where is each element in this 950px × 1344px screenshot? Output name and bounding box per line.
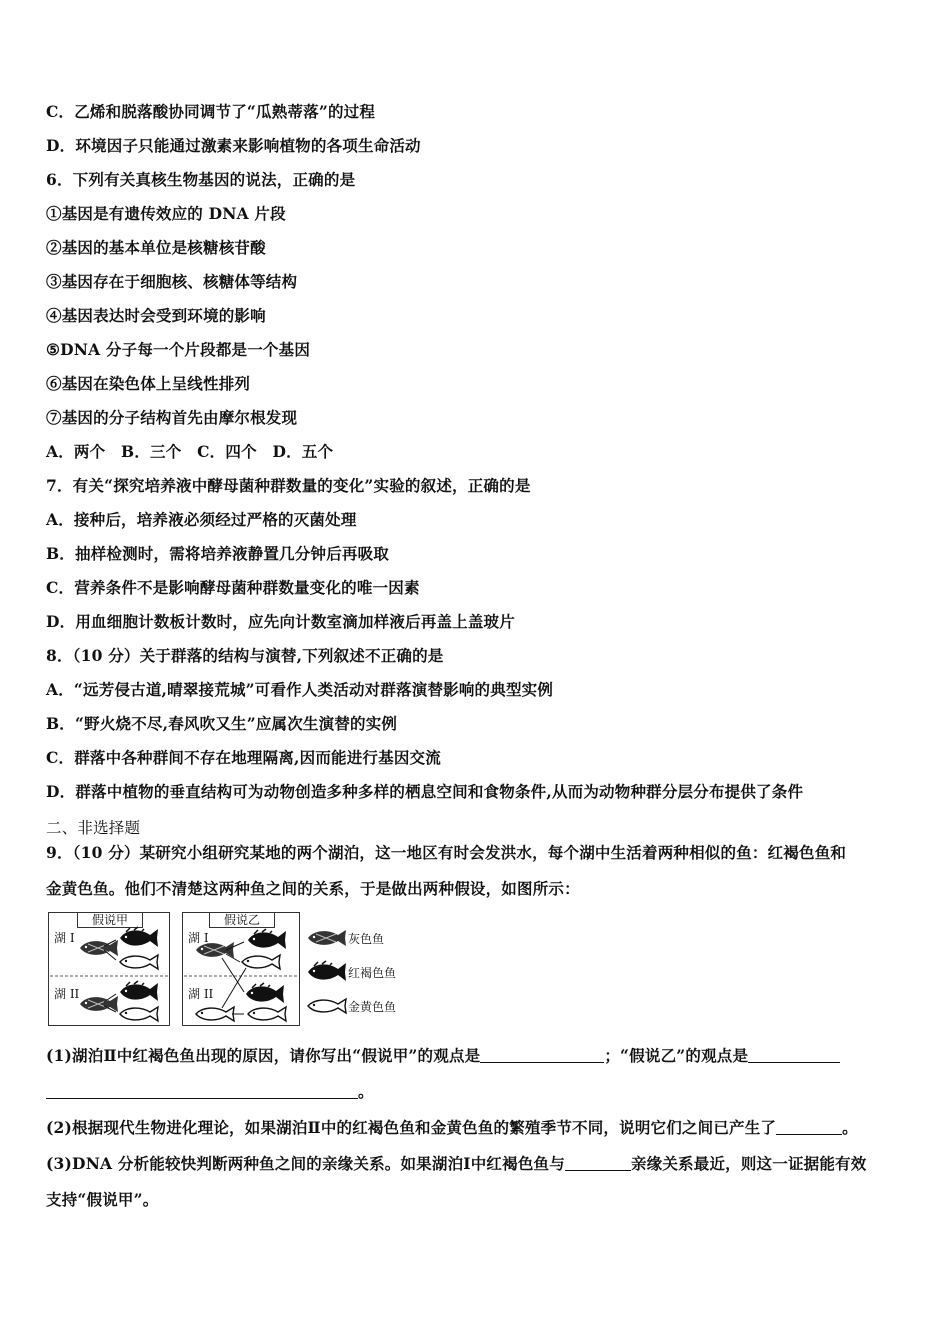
question-9-stem-line1: 9．（10 分）某研究小组研究某地的两个湖泊，这一地区有时会发洪水，每个湖中生活着两种相似的鱼：红褐色鱼和 (46, 843, 847, 862)
question-7-stem: 7．有关“探究培养液中酵母菌种群数量的变化”实验的叙述，正确的是 (46, 476, 531, 495)
option-d-environment: D．环境因子只能通过激素来影响植物的各项生命活动 (46, 136, 421, 155)
answer-blank-2[interactable] (776, 1118, 842, 1135)
fish-gold-b3 (248, 1007, 286, 1021)
fish-gold-a2 (120, 1007, 158, 1021)
fish-red-b1 (248, 929, 286, 949)
lake-1-label-a: 湖 I (54, 931, 75, 945)
sub-question-1 (46, 1046, 840, 1066)
q6-statement-3: ③基因存在于细胞核、核糖体等结构 (46, 272, 298, 291)
question-8-stem: 8．（10 分）关于群落的结构与演替,下列叙述不正确的是 (46, 646, 444, 665)
q6-statement-5: ⑤DNA 分子每一个片段都是一个基因 (46, 340, 311, 359)
answer-blank-1a[interactable] (480, 1046, 604, 1063)
q6-statement-2: ②基因的基本单位是核糖核苷酸 (46, 238, 266, 257)
legend-gray-label: 灰色鱼 (348, 932, 385, 946)
q8-option-c: C．群落中各种群间不存在地理隔离,因而能进行基因交流 (46, 748, 441, 767)
hypothesis-figure (46, 910, 416, 1028)
legend-red-label: 红褐色鱼 (348, 966, 397, 980)
q6-statement-6: ⑥基因在染色体上呈线性排列 (46, 374, 251, 393)
answer-blank-1c[interactable] (46, 1082, 358, 1099)
q7-option-a: A．接种后，培养液必须经过严格的灭菌处理 (46, 510, 357, 529)
fish-gold-b1 (242, 955, 280, 969)
q6-statement-7: ⑦基因的分子结构首先由摩尔根发现 (46, 408, 298, 427)
fish-gold-a1 (120, 955, 158, 969)
question-6-stem: 6．下列有关真核生物基因的说法，正确的是 (46, 170, 356, 189)
q8-option-d: D．群落中植物的垂直结构可为动物创造多种多样的栖息空间和食物条件,从而为动物种群分层分布提供了条件 (46, 782, 804, 801)
sub-question-1-middle: ；“假说乙”的观点是 (604, 1046, 749, 1065)
q8-option-b: B．“野火烧不尽,春风吹又生”应属次生演替的实例 (46, 714, 398, 733)
q7-option-d: D．用血细胞计数板计数时，应先向计数室滴加样液后再盖上盖玻片 (46, 612, 515, 631)
question-9-stem-line2: 金黄色鱼。他们不清楚这两种鱼之间的关系，于是做出两种假设，如图所示： (46, 879, 580, 898)
legend-red-fish (308, 961, 346, 981)
sub-question-1-prefix: (1)湖泊Ⅱ中红褐色鱼出现的原因，请你写出“假说甲”的观点是 (46, 1046, 481, 1065)
sub-question-3 (46, 1154, 866, 1174)
option-c-ethylene: C．乙烯和脱落酸协同调节了“瓜熟蒂落”的过程 (46, 102, 376, 121)
sub-question-1-cont (46, 1082, 374, 1102)
q6-options: A．两个 B．三个 C．四个 D．五个 (46, 442, 334, 461)
lake-2-label-b: 湖 II (188, 987, 214, 1001)
sub-question-2 (46, 1118, 858, 1138)
sub-question-1-end: 。 (358, 1082, 374, 1101)
q7-option-c: C．营养条件不是影响酵母菌种群数量变化的唯一因素 (46, 578, 420, 597)
section-heading: 二、非选择题 (46, 819, 141, 837)
fish-gold-b2 (196, 1007, 234, 1021)
sub-question-3-middle: 亲缘关系最近，则这一证据能有效 (630, 1154, 867, 1173)
fish-red-b2 (246, 983, 284, 1003)
q8-option-a: A．“远芳侵古道,晴翠接荒城”可看作人类活动对群落演替影响的典型实例 (46, 680, 554, 699)
fish-red-a1 (120, 927, 158, 947)
fish-red-a2 (120, 981, 158, 1001)
q6-statement-4: ④基因表达时会受到环境的影响 (46, 306, 266, 325)
q6-statement-1: ①基因是有遗传效应的 DNA 片段 (46, 204, 286, 223)
legend-gray-fish (308, 930, 346, 946)
lake-1-label-b: 湖 I (188, 931, 209, 945)
sub-question-3-prefix: (3)DNA 分析能较快判断两种鱼之间的亲缘关系。如果湖泊Ⅰ中红褐色鱼与 (46, 1154, 565, 1173)
answer-blank-1b[interactable] (748, 1046, 840, 1063)
hypothesis-b-title: 假说乙 (209, 912, 275, 928)
sub-question-2-prefix: (2)根据现代生物进化理论，如果湖泊Ⅱ中的红褐色鱼和金黄色鱼的繁殖季节不同，说明它们之间已产生了 (46, 1118, 777, 1137)
answer-blank-3[interactable] (565, 1154, 631, 1171)
lake-2-label-a: 湖 II (54, 987, 80, 1001)
sub-question-2-end: 。 (842, 1118, 858, 1137)
hypothesis-a-title: 假说甲 (77, 912, 143, 928)
sub-question-3-cont: 支持“假说甲”。 (46, 1190, 159, 1209)
q7-option-b: B．抽样检测时，需将培养液静置几分钟后再吸取 (46, 544, 390, 563)
legend-gold-label: 金黄色鱼 (348, 1000, 397, 1014)
legend-gold-fish (308, 999, 346, 1013)
